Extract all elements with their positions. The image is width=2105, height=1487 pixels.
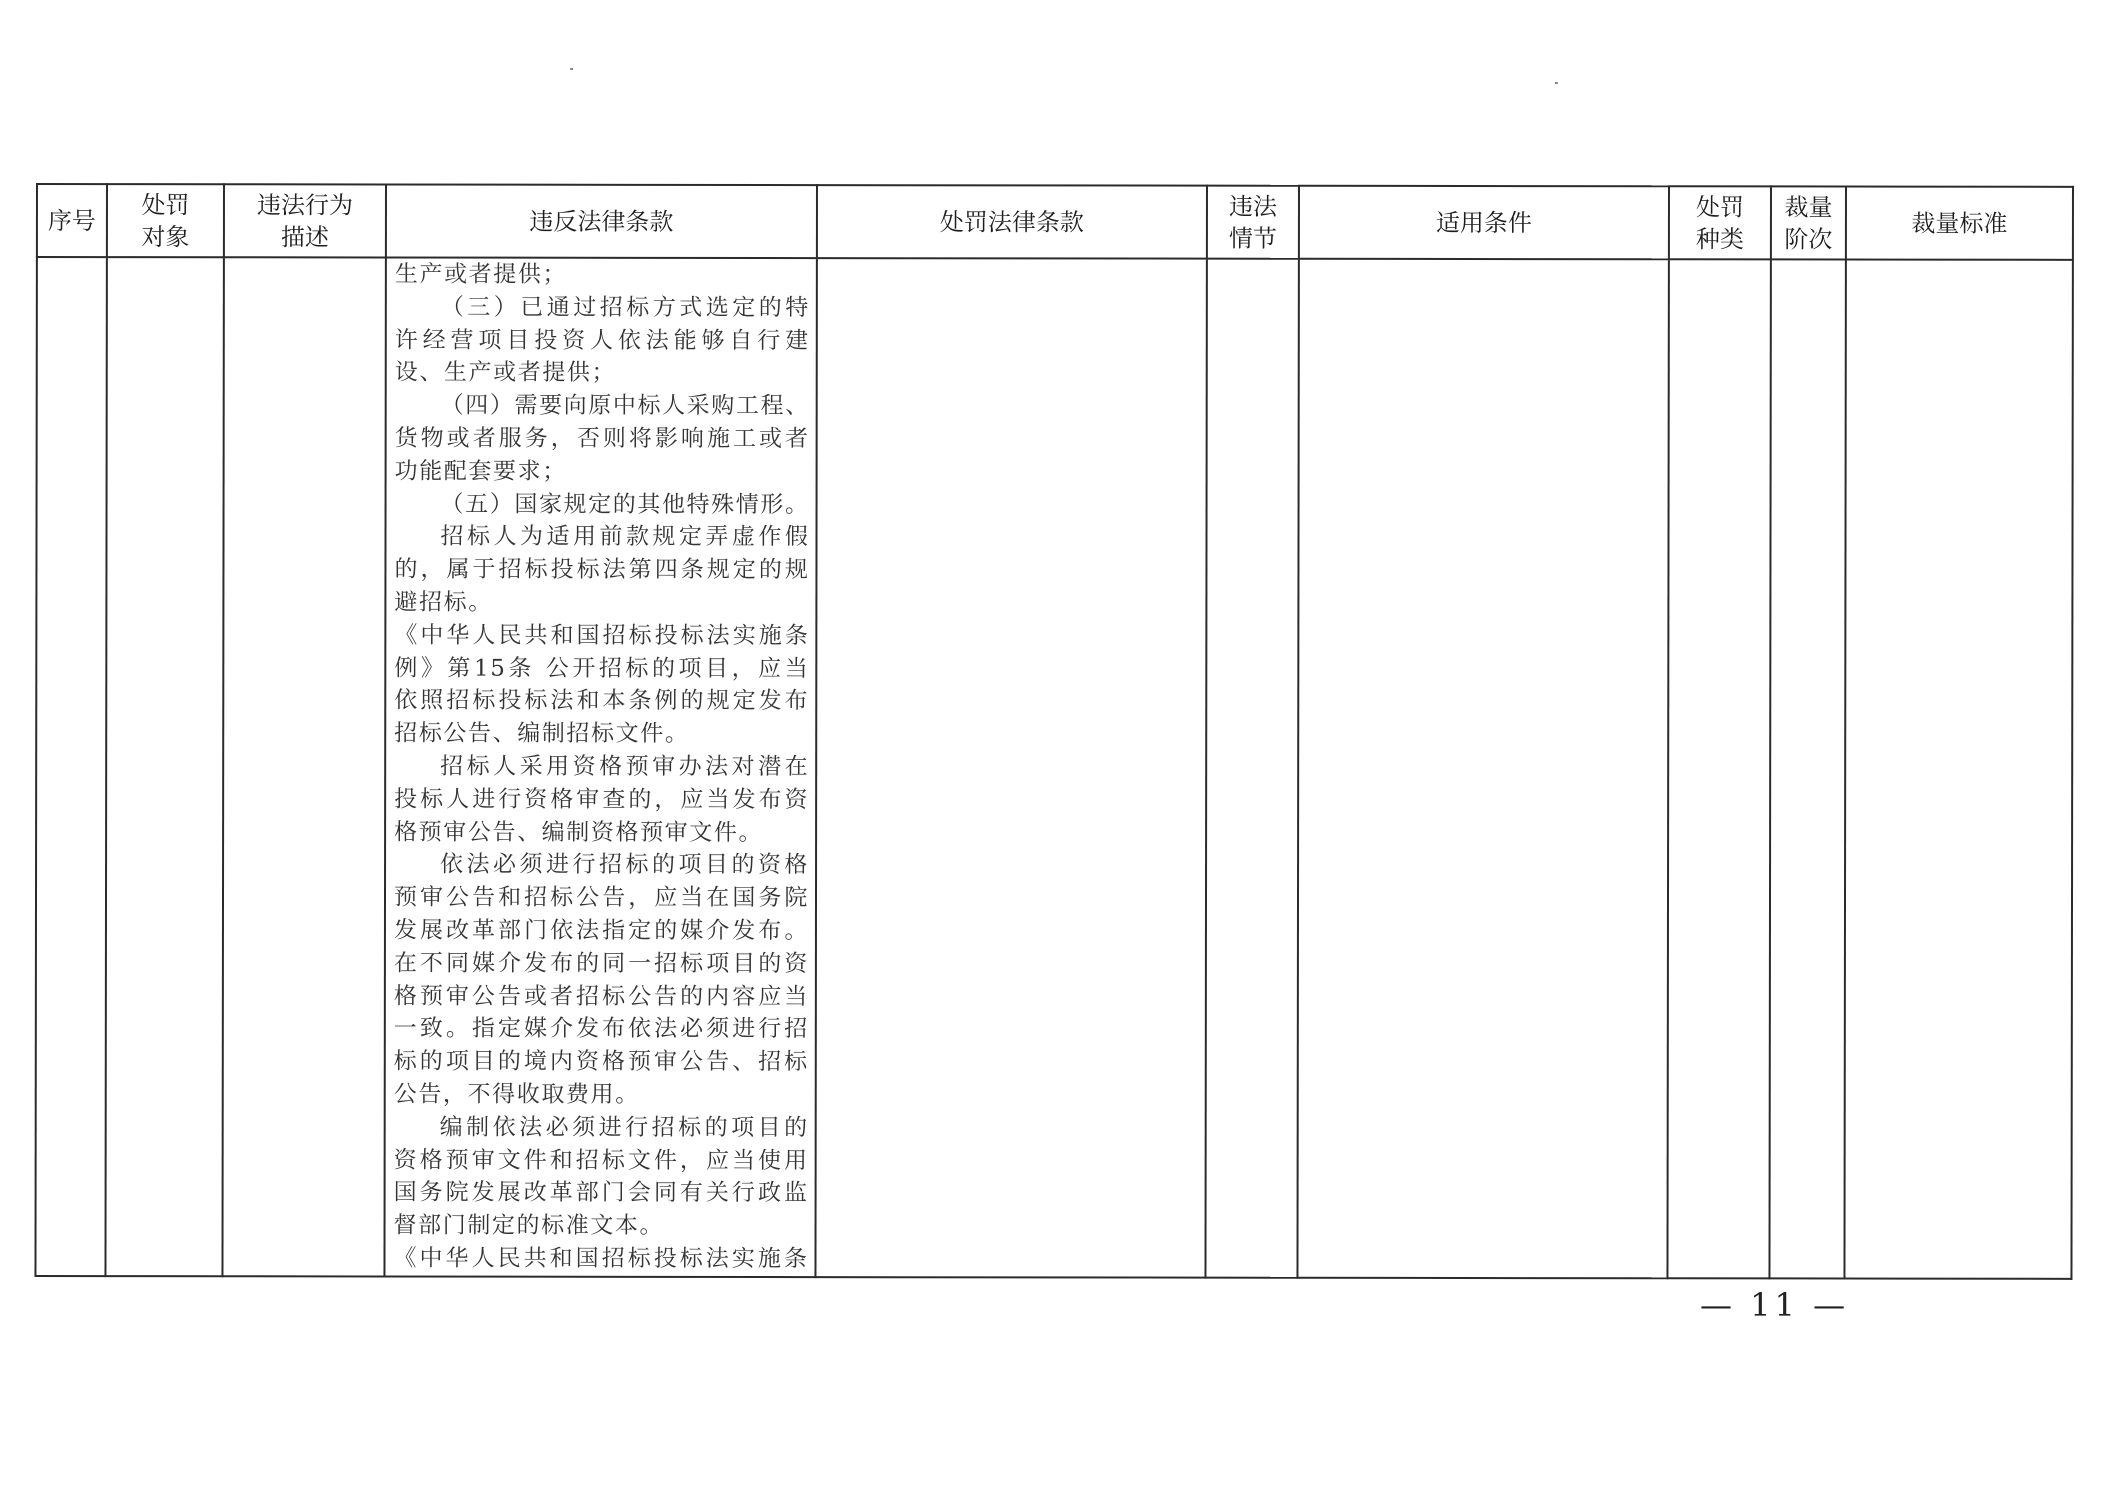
law-line: 标的项目的境内资格预审公告、招标 bbox=[393, 1048, 809, 1076]
law-line: 发展改革部门依法指定的媒介发布。 bbox=[393, 917, 809, 945]
law-line: 货物或者服务，否则将影响施工或者 bbox=[394, 425, 810, 453]
law-line: 在不同媒介发布的同一招标项目的资 bbox=[393, 950, 809, 977]
header-penalty-type: 处罚 种类 bbox=[1669, 186, 1771, 259]
header-discretion-standard: 裁量标准 bbox=[1846, 187, 2073, 260]
law-line: 格预审公告或者招标公告的内容应当 bbox=[393, 983, 809, 1010]
cell-penalty-target bbox=[105, 257, 223, 1276]
law-line: 功能配套要求； bbox=[394, 458, 567, 485]
cell-penalty-type bbox=[1667, 259, 1770, 1278]
header-row bbox=[37, 184, 2073, 260]
header-penalty-law-clause: 处罚法律条款 bbox=[817, 185, 1207, 259]
header-discretion-level: 裁量 阶次 bbox=[1771, 186, 1846, 259]
table-header bbox=[37, 184, 2073, 260]
header-violation-description: 违法行为 描述 bbox=[224, 184, 386, 257]
law-line: 资格预审文件和招标文件，应当使用 bbox=[393, 1147, 809, 1174]
law-line: 生产或者提供； bbox=[394, 261, 568, 288]
law-line: 格预审公告、编制资格预审文件。 bbox=[394, 819, 764, 846]
law-line: 的，属于招标投标法第四条规定的规 bbox=[394, 556, 810, 584]
law-line: 许经营项目投资人依法能够自行建 bbox=[394, 327, 810, 354]
law-line: 一致。指定媒介发布依法必须进行招 bbox=[393, 1015, 809, 1043]
header-serial-no: 序号 bbox=[37, 184, 107, 257]
law-line: 依照招标投标法和本条例的规定发布 bbox=[394, 687, 810, 715]
penalty-table-sheet bbox=[34, 183, 2072, 1273]
header-penalty-target: 处罚 对象 bbox=[107, 184, 224, 257]
law-line: 招标公告、编制招标文件。 bbox=[394, 720, 690, 748]
law-line: 招标人采用资格预审办法对潜在 bbox=[440, 753, 810, 781]
law-line: 《中华人民共和国招标投标法实施条 bbox=[394, 622, 810, 649]
law-line: （四）需要向原中标人采购工程、 bbox=[440, 392, 810, 420]
law-line: 预审公告和招标公告，应当在国务院 bbox=[393, 884, 810, 912]
law-line: （五）国家规定的其他特殊情形。 bbox=[440, 491, 810, 518]
header-violated-law-clause: 违反法律条款 bbox=[386, 184, 817, 258]
page-number: — 11 — bbox=[1700, 1286, 1850, 1324]
cell-applicable-conditions bbox=[1297, 259, 1668, 1278]
cell-serial-no bbox=[35, 257, 106, 1276]
cell-penalty-law-clause bbox=[815, 258, 1206, 1277]
law-line: 编制依法必须进行招标的项目的 bbox=[439, 1114, 809, 1141]
header-applicable-conditions: 适用条件 bbox=[1299, 186, 1669, 260]
law-line: 避招标。 bbox=[394, 589, 493, 616]
law-line: 国务院发展改革部门会同有关行政监 bbox=[393, 1179, 809, 1207]
cell-violation-description bbox=[222, 257, 385, 1276]
penalty-table bbox=[34, 183, 2074, 1280]
scan-speck bbox=[570, 68, 573, 70]
law-line: 投标人进行资格审查的，应当发布资 bbox=[394, 786, 810, 813]
law-line: 招标人为适用前款规定弄虚作假 bbox=[440, 523, 810, 551]
header-violation-circumstance: 违法 情节 bbox=[1207, 186, 1299, 259]
law-line: 督部门制定的标准文本。 bbox=[393, 1212, 665, 1239]
cell-discretion-standard bbox=[1844, 260, 2072, 1279]
cell-violated-law-clause bbox=[384, 257, 816, 1276]
law-line: 设、生产或者提供； bbox=[394, 359, 617, 387]
cell-violation-circumstance bbox=[1205, 259, 1298, 1278]
table-row bbox=[35, 257, 2072, 1279]
law-line: 公告，不得收取费用。 bbox=[393, 1081, 640, 1108]
law-line: 依法必须进行招标的项目的资格 bbox=[440, 851, 810, 879]
law-line: 例》第15条 公开招标的项目，应当 bbox=[394, 655, 810, 682]
law-line: （三）已通过招标方式选定的特 bbox=[440, 294, 810, 321]
scan-speck bbox=[1555, 82, 1558, 84]
law-line: 《中华人民共和国招标投标法实施条 bbox=[393, 1245, 809, 1272]
law-text-block bbox=[385, 258, 815, 1275]
cell-discretion-level bbox=[1769, 259, 1845, 1278]
